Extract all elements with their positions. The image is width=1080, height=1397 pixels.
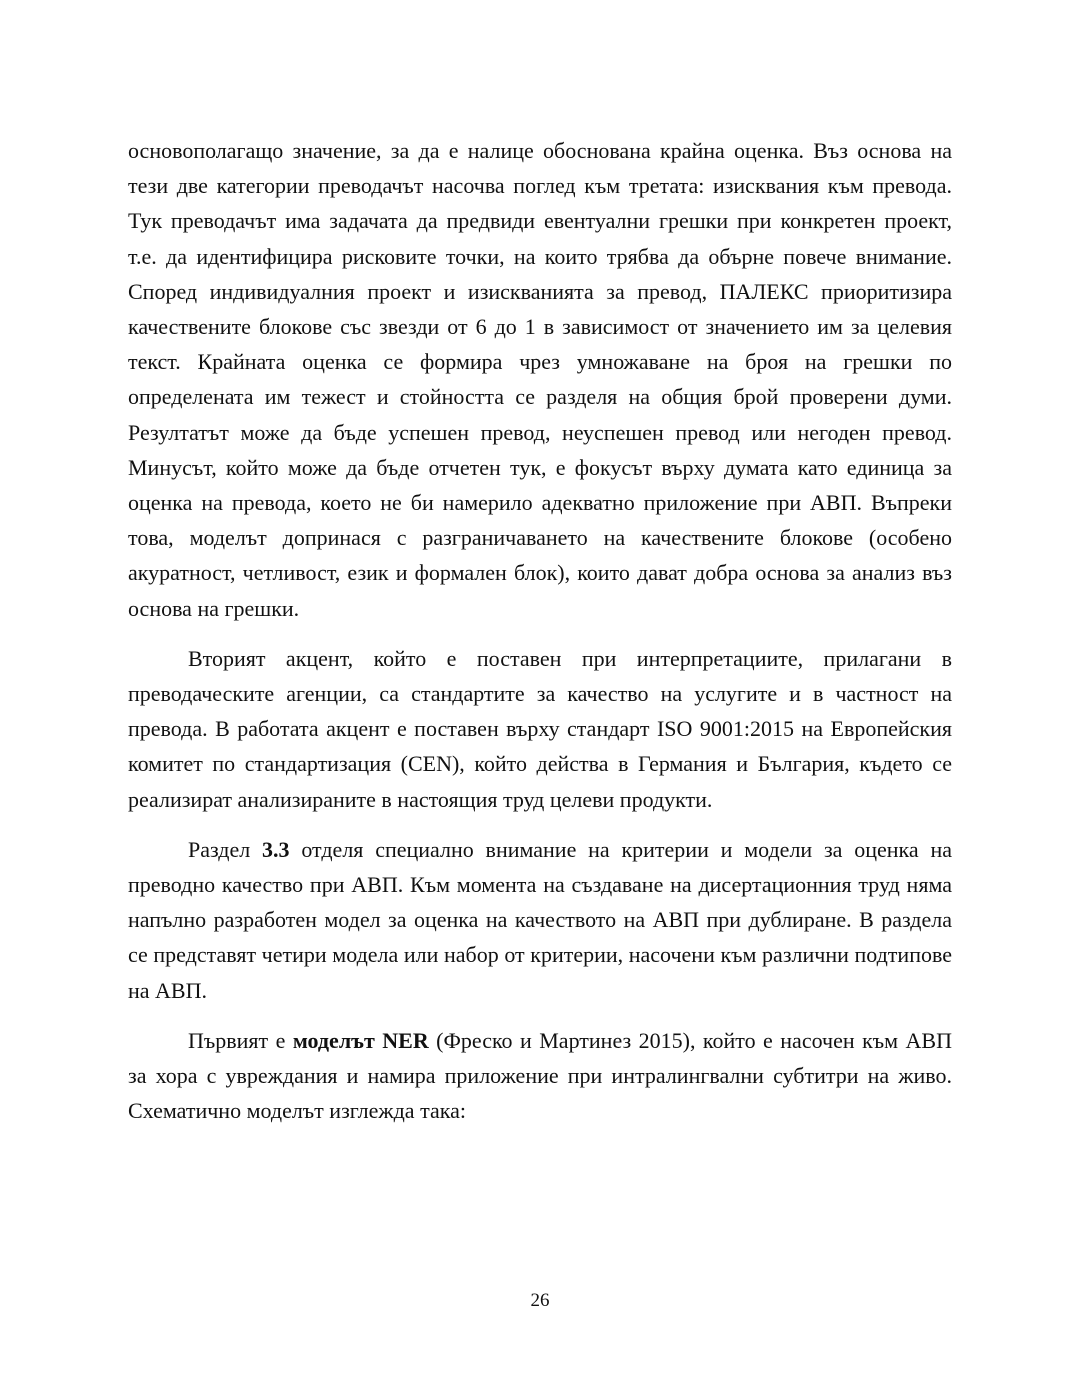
paragraph-section-3-3 (128, 832, 952, 1008)
ner-model-term: моделът NER (292, 1027, 429, 1053)
section-reference: 3.3 (262, 836, 290, 862)
section-body-text: отделя специално внимание на критерии и модели за оценка на преводно качество при АВП. Към момента на създаване на дисертационния труд няма напълно разработен модел за оценка на качеството на АВП при дублиране. В раздела се представят четири модела или набор от критерии, насочени към различни подтипове на АВП. (128, 836, 952, 1003)
page-number: 26 (530, 1290, 550, 1311)
ner-body-text: (Фреско и Мартинез 2015), който е насочен към АВП за хора с увреждания и намира приложение при интралингвални субтитри на живо. Схематично моделът изглежда така: (128, 1027, 952, 1124)
document-page (128, 133, 952, 1128)
paragraph-ner-model (128, 1023, 952, 1129)
ner-intro-text: Първият е (188, 1027, 293, 1053)
section-intro-text: Раздел (188, 836, 263, 862)
paragraph-palex-model: основополагащо значение, за да е налице обоснована крайна оценка. Въз основа на тези две категории преводачът насочва поглед към третата: изисквания към превода. Тук преводачът има задачата да предвиди евентуални грешки при конкретен проект, т.е. да идентифицира рисковите точки, на които трябва да обърне повече внимание. Според индивидуалния проект и изискванията за превод, ПАЛЕКС приоритизира качествените блокове със звезди от 6 до 1 в зависимост от значението им за целевия текст. Крайната оценка се формира чрез умножаване на броя на грешки по определената им тежест и стойността се разделя на общия брой проверени думи. Резултатът може да бъде успешен превод, неуспешен превод или негоден превод. Минусът, който може да бъде отчетен тук, е фокусът върху думата като единица за оценка на превода, което не би намерило адекватно приложение при АВП. Въпреки това, моделът допринася с разграничаването на качествените блокове (особено акуратност, четливост, език и формален блок), които дават добра основа за анализ въз основа на грешки. (128, 138, 952, 621)
paragraph-quality-standards: Вторият акцент, който е поставен при интерпретациите, прилагани в преводаческите агенции, са стандартите за качество на услугите и в частност на превода. В работата акцент е поставен върху стандарт ISO 9001:2015 на Европейския комитет по стандартизация (CEN), който действа в Германия и България, където се реализират анализираните в настоящия труд целеви продукти. (128, 645, 952, 812)
